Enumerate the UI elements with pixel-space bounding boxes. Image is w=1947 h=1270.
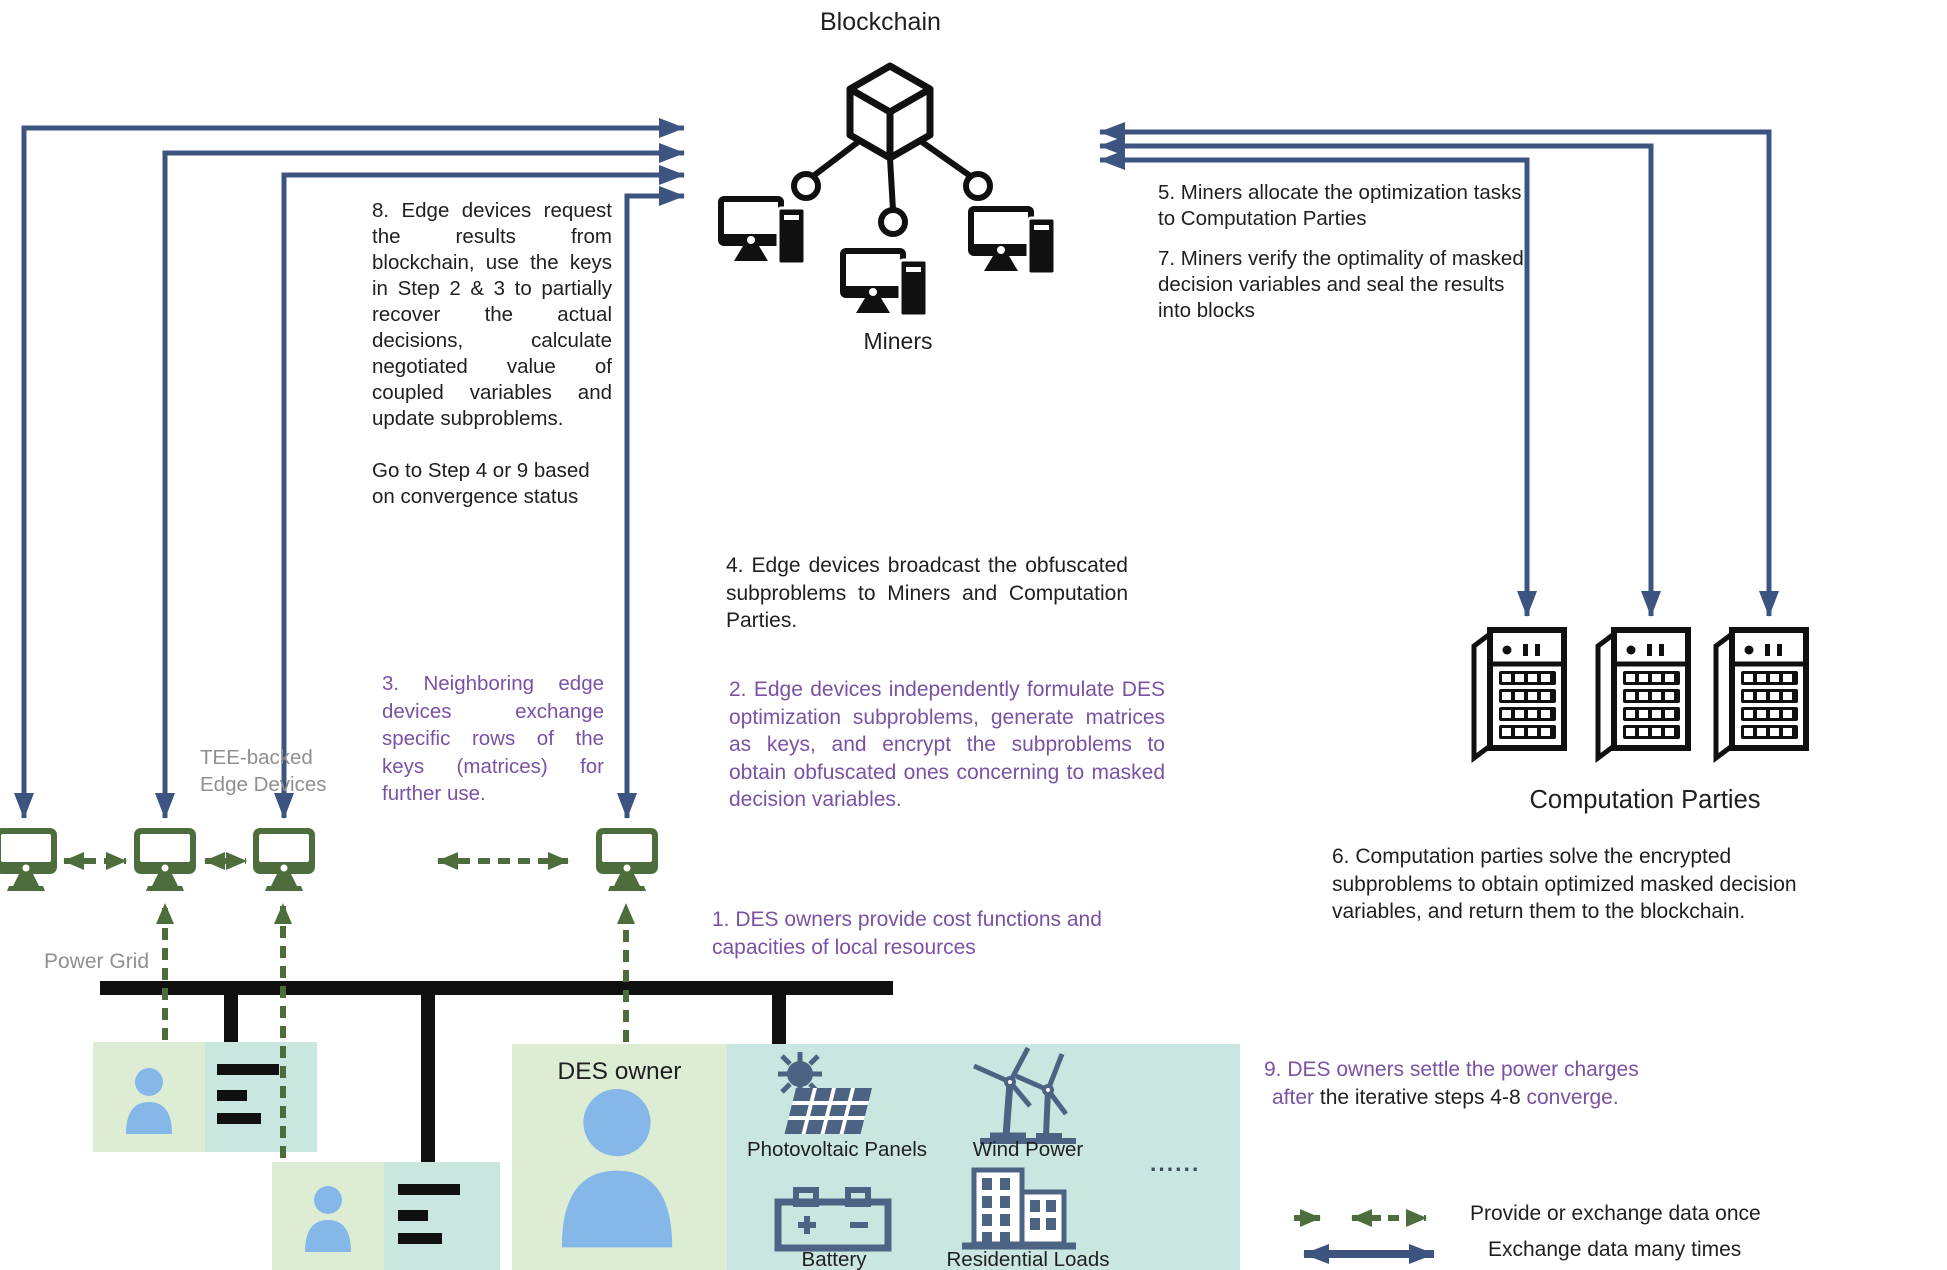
step6-text: 6. Computation parties solve the encrypted subproblems to obtain optimized masked decision variables, and return them to the blockchain. [1332,845,1797,923]
battery-label: Battery [801,1248,867,1270]
blockchain-title: Blockchain [820,8,941,36]
step8-main: 8. Edge devices request the results from blockchain, use the keys in Step 2 & 3 to partially recover the actual decisions, calculate negotiated value of coupled variables and update subproblems. [372,199,612,430]
step1-text: 1. DES owners provide cost functions and capacities of local resources [712,908,1102,959]
step5-7-text [1158,180,1536,324]
computation-parties-label: Computation Parties [1529,786,1761,814]
miners-label: Miners [863,328,933,354]
step7-text: 7. Miners verify the optimality of masked decision variables and seal the results into blocks [1158,247,1524,322]
residential-loads-label: Residential Loads [946,1248,1110,1270]
step8-text [372,198,612,510]
step9-after: after [1272,1085,1320,1109]
step9-text [1264,1056,1714,1111]
step9-converge: converge. [1526,1085,1619,1109]
step9-line2 [1264,1084,1714,1112]
legend-many-label: Exchange data many times [1488,1238,1742,1261]
step4-text: 4. Edge devices broadcast the obfuscated subproblems to Miners and Computation Parties. [726,554,1128,632]
des-owner-label: DES owner [557,1058,682,1085]
step3-text: 3. Neighboring edge devices exchange specific rows of the keys (matrices) for further use. [382,672,604,805]
power-grid-label: Power Grid [44,950,150,973]
tee-edge-devices-label: TEE-backed Edge Devices [200,746,327,796]
step2-text: 2. Edge devices independently formulate DES optimization subproblems, generate matrices as keys, and encrypt the subproblems to obtain obfuscated ones concerning to masked decision variables. [729,678,1165,811]
photovoltaic-panels-label: Photovoltaic Panels [746,1138,928,1161]
step8-goto: Go to Step 4 or 9 based on convergence status [372,459,590,508]
step9-line1: 9. DES owners settle the power charges [1264,1058,1639,1081]
blockchain-cube-icon [794,66,990,234]
step5-text: 5. Miners allocate the optimization tasks to Computation Parties [1158,181,1522,230]
legend-once-label: Provide or exchange data once [1470,1202,1761,1225]
wind-power-label: Wind Power [972,1138,1084,1161]
step9-mid: the iterative steps 4-8 [1319,1085,1527,1109]
ellipsis-more-resources: ...... [1150,1150,1201,1176]
des-owner-card-2 [272,1162,500,1270]
